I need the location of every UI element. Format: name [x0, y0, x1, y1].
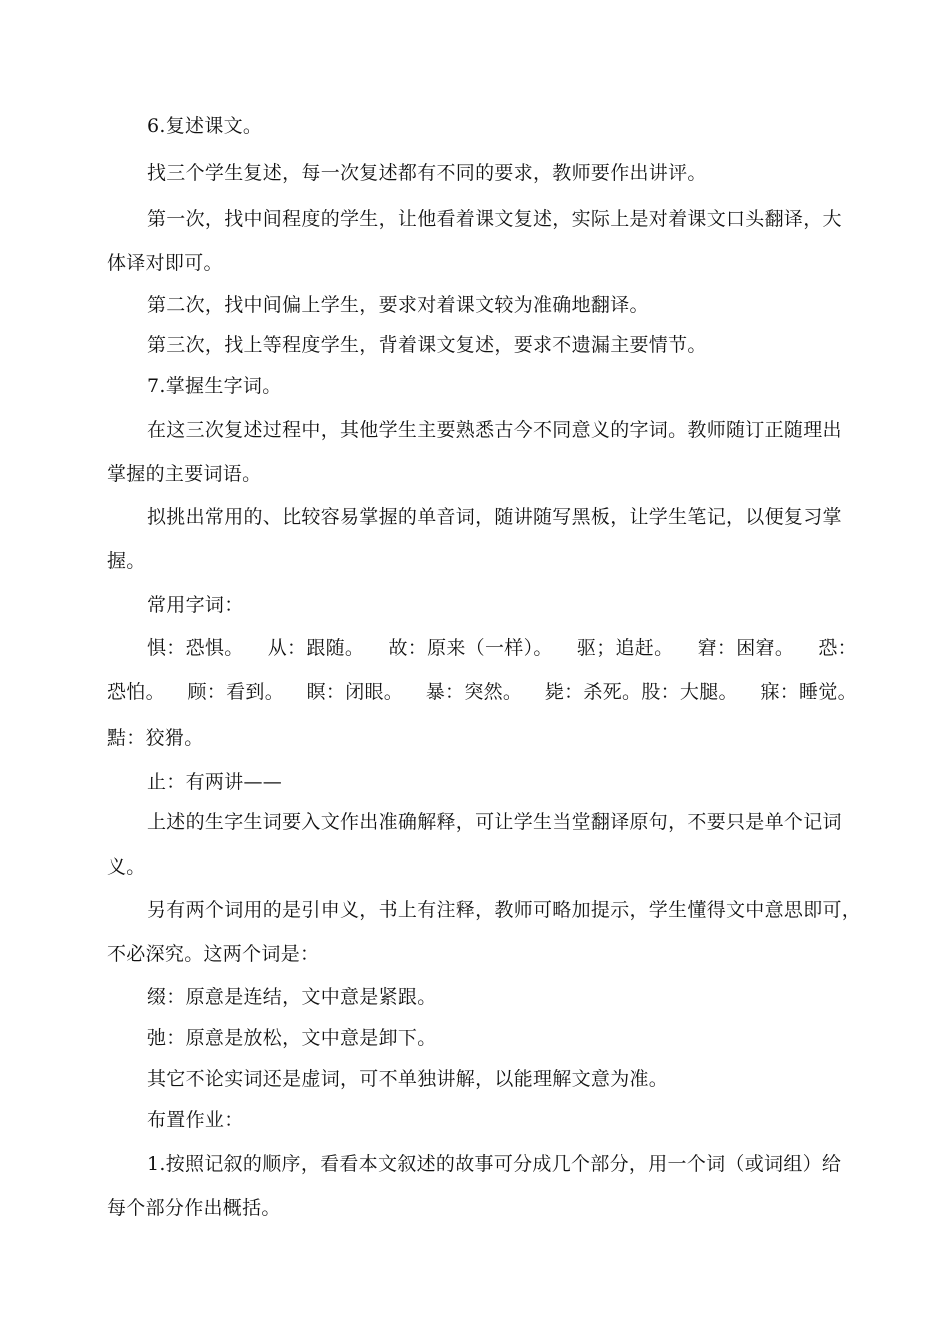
paragraph-heading-6: 6.复述课文。 — [147, 115, 263, 137]
vocab-item: 顾：看到。 — [187, 681, 285, 703]
paragraph: 1.按照记叙的顺序，看看本文叙述的故事可分成几个部分，用一个词（或词组）给 — [147, 1153, 842, 1175]
vocab-item: 窘：困窘。 — [697, 637, 795, 659]
paragraph-heading-7: 7.掌握生字词。 — [147, 375, 282, 397]
vocab-item: 暴：突然。 — [425, 681, 523, 703]
vocab-item: 瞑：闭眼。 — [306, 681, 404, 703]
paragraph-continuation: 体译对即可。 — [107, 252, 223, 274]
vocab-item: 驱；追赶。 — [576, 637, 674, 659]
vocab-heading: 常用字词： — [147, 594, 244, 616]
paragraph-continuation: 掌握的主要词语。 — [107, 463, 262, 485]
paragraph: 缀：原意是连结，文中意是紧跟。 — [147, 986, 437, 1008]
paragraph: 上述的生字生词要入文作出准确解释，可让学生当堂翻译原句，不要只是单个记词 — [147, 811, 842, 833]
paragraph-continuation: 每个部分作出概括。 — [107, 1197, 281, 1219]
vocab-item: 寐：睡觉。 — [760, 681, 857, 703]
vocab-row — [147, 636, 857, 660]
paragraph: 第一次，找中间程度的学生，让他看着课文复述，实际上是对着课文口头翻译，大 — [147, 208, 842, 230]
paragraph: 找三个学生复述，每一次复述都有不同的要求，教师要作出讲评。 — [147, 162, 707, 184]
vocab-row: 黠：狡猾。 — [107, 727, 204, 749]
paragraph: 拟挑出常用的、比较容易掌握的单音词，随讲随写黑板，让学生笔记，以便复习掌 — [147, 506, 842, 528]
vocab-item: 毙：杀死。股：大腿。 — [544, 681, 738, 703]
paragraph-continuation: 不必深究。这两个词是： — [107, 943, 320, 965]
paragraph: 第二次，找中间偏上学生，要求对着课文较为准确地翻译。 — [147, 294, 649, 316]
vocab-item: 从：跟随。 — [267, 637, 365, 659]
paragraph: 弛：原意是放松，文中意是卸下。 — [147, 1027, 437, 1049]
vocab-item: 恐怕。 — [107, 681, 165, 703]
paragraph: 在这三次复述过程中，其他学生主要熟悉古今不同意义的字词。教师随订正随理出 — [147, 419, 842, 441]
vocab-row — [107, 680, 857, 704]
paragraph-continuation: 握。 — [107, 550, 146, 572]
paragraph-continuation: 义。 — [107, 856, 146, 878]
paragraph: 另有两个词用的是引申义，书上有注释，教师可略加提示，学生懂得文中意思即可， — [147, 899, 862, 921]
paragraph: 第三次，找上等程度学生，背着课文复述，要求不遗漏主要情节。 — [147, 334, 707, 356]
vocab-item: 故：原来（一样）。 — [388, 637, 553, 659]
vocab-item: 惧：恐惧。 — [147, 637, 244, 659]
vocab-item: 恐： — [818, 637, 857, 659]
homework-heading: 布置作业： — [147, 1109, 244, 1131]
paragraph: 其它不论实词还是虚词，可不单独讲解，以能理解文意为准。 — [147, 1068, 669, 1090]
paragraph: 止：有两讲—— — [147, 771, 283, 793]
